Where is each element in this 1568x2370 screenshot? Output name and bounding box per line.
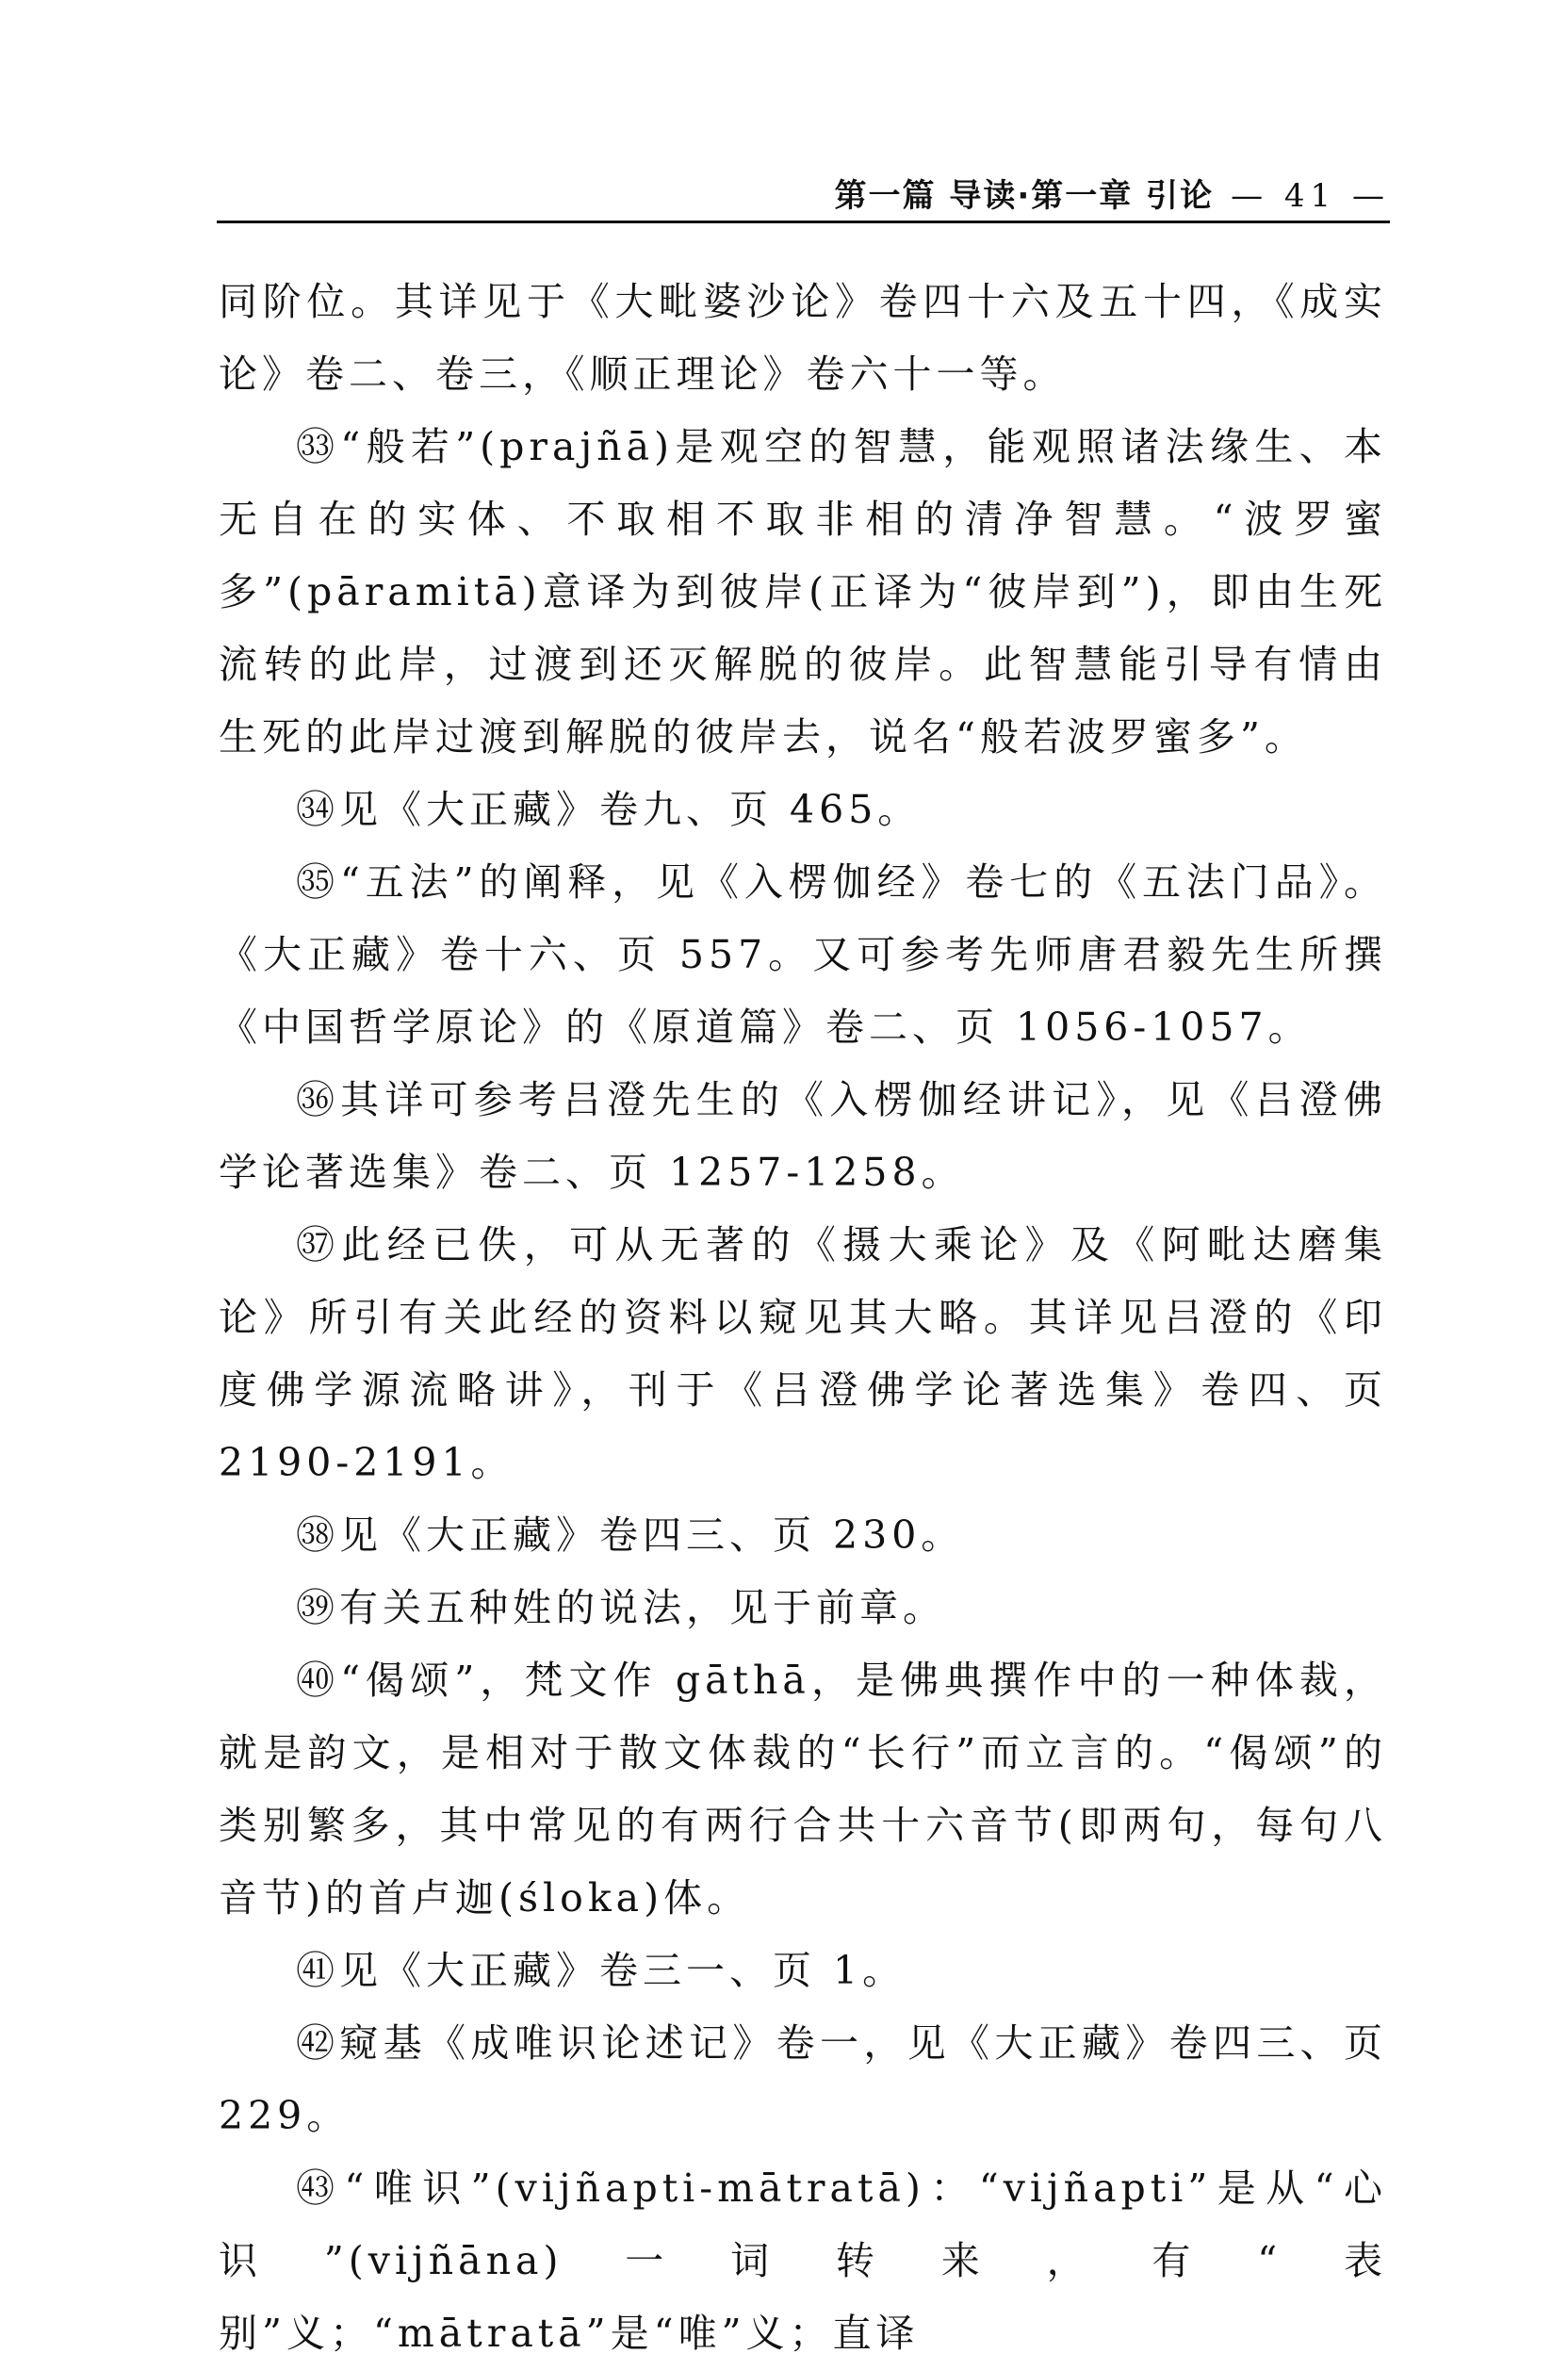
footnote-41: ㊶见《大正藏》卷三一、页 1。 [296,1948,906,1993]
footnote-39: ㊴有关五种姓的说法，见于前章。 [296,1585,946,1630]
footnote-38: ㊳见《大正藏》卷四三、页 230。 [296,1512,965,1558]
footnote-42: ㊷窥基《成唯识论述记》卷一，见《大正藏》卷四三、页 229。 [219,2020,1387,2138]
header-rule [217,221,1390,223]
footnote-37: ㊲此经已佚，可从无著的《摄大乘论》及《阿毗达磨集论》所引有关此经的资料以窥见其大略。其详见吕澄的《印度佛学源流略讲》，刊于《吕澄佛学论著选集》卷四、页 2190-2191。 [219,1222,1387,1485]
footnote-36: ㊱其详可参考吕澄先生的《入楞伽经讲记》，见《吕澄佛学论著选集》卷二、页 1257-1258。 [219,1077,1387,1195]
footnote-43: ㊸“唯识”(vijñapti-mātratā)：“vijñapti”是从“心识”(vijñāna)一词转来，有“表别”义；“mātratā”是“唯”义；直译 [219,2166,1387,2356]
running-header [217,170,1390,216]
running-title: 第一篇 导读·第一章 引论 [834,177,1215,215]
footnote-33: ㉝“般若”(prajñā)是观空的智慧，能观照诸法缘生、本无自在的实体、不取相不取非相的清净智慧。“波罗蜜多”(pāramitā)意译为到彼岸(正译为“彼岸到”)，即由生死流转的此岸，过渡到还灭解脱的彼岸。此智慧能引导有情由生死的此岸过渡到解脱的彼岸去，说名“般若波罗蜜多”。 [219,424,1387,760]
page-number: — 41 — [1231,177,1390,215]
body-text [219,266,1387,2370]
footnote-40: ㊵“偈颂”，梵文作 gāthā，是佛典撰作中的一种体裁，就是韵文，是相对于散文体裁的“长行”而立言的。“偈颂”的类别繁多，其中常见的有两行合共十六音节(即两句，每句八音节)的首卢迦(śloka)体。 [219,1658,1387,1921]
footnote-35: ㉟“五法”的阐释，见《入楞伽经》卷七的《五法门品》。《大正藏》卷十六、页 557。又可参考先师唐君毅先生所撰《中国哲学原论》的《原道篇》卷二、页 1056-1057。 [219,859,1387,1050]
paragraph: 同阶位。其详见于《大毗婆沙论》卷四十六及五十四，《成实论》卷二、卷三，《顺正理论》卷六十一等。 [219,279,1387,397]
footnote-34: ㉞见《大正藏》卷九、页 465。 [296,787,922,832]
